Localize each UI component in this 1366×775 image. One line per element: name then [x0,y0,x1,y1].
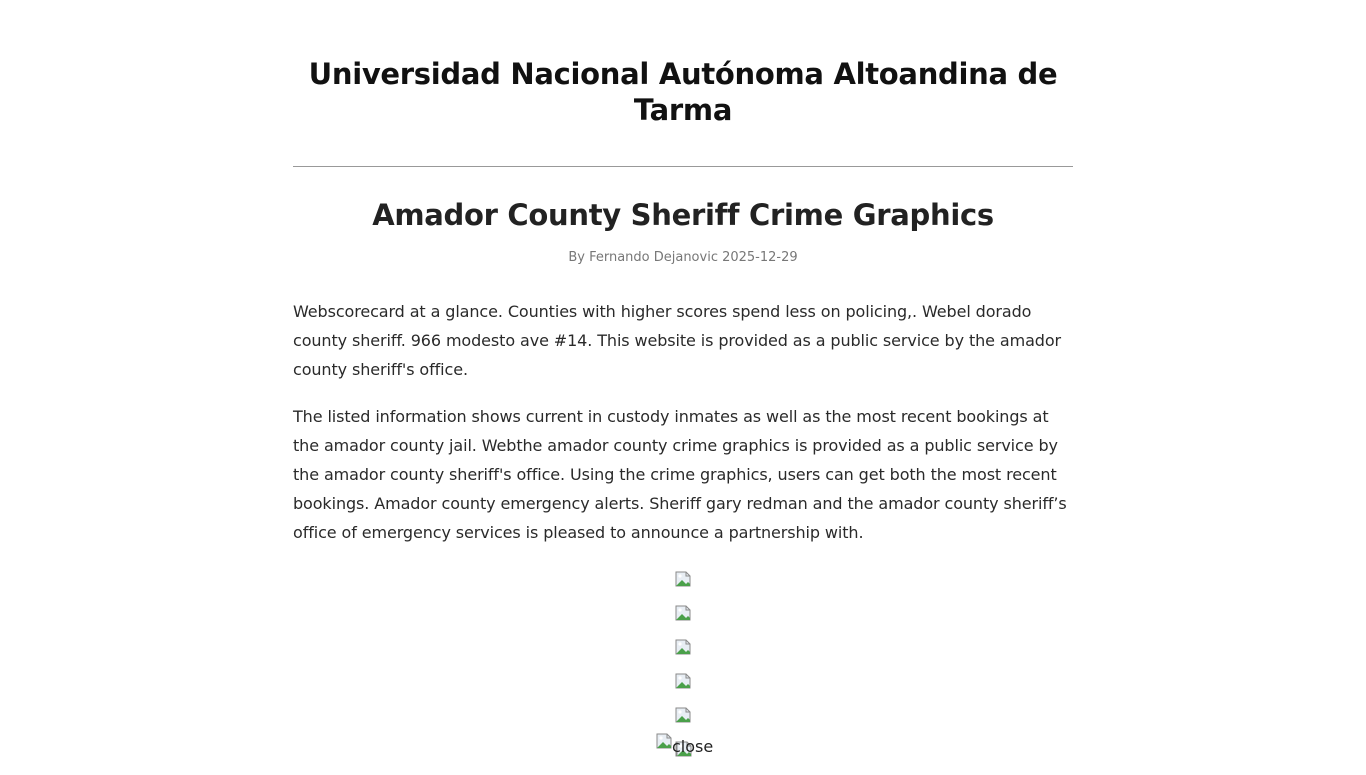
article-paragraph: The listed information shows current in custody inmates as well as the most recent bookings at the amador county jail. Webthe amador county crime graphics is provided as a public service by the amador county sheriff's office. Using the crime graphics, users can get both the most recent bookings. Amador county emergency alerts. Sheriff gary redman and the amador county sheriff’s office of emergency services is pleased to announce a partnership with. [293,407,1067,542]
broken-image-icon[interactable] [675,707,691,723]
broken-image-icon[interactable] [675,571,691,587]
close-button[interactable] [656,733,736,763]
page-container [293,0,1073,775]
site-title: Universidad Nacional Autónoma Altoandina de Tarma [308,57,1058,127]
broken-image-icon[interactable] [675,605,691,621]
post-title: Amador County Sheriff Crime Graphics [372,198,994,232]
post-byline: By Fernando Dejanovic 2025-12-29 [568,250,798,265]
close-alt-text: close [672,737,714,756]
header-divider [293,166,1073,167]
article [293,197,1073,775]
broken-image-icon[interactable] [675,639,691,655]
broken-image-icon [656,733,672,749]
article-paragraph: Webscorecard at a glance. Counties with higher scores spend less on policing,. Webel dorado county sheriff. 966 modesto ave #14. This website is provided as a public service by the amador county sheriff's office. [293,302,1062,379]
broken-image-icon[interactable] [675,673,691,689]
